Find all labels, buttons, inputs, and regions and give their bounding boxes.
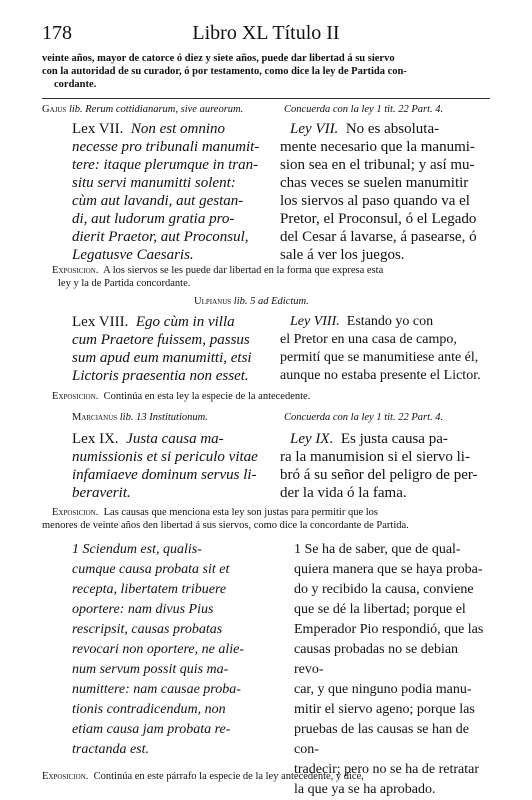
lex-label: Lex VIII. [72,314,129,330]
running-title: Libro XL Título II [192,22,340,44]
source-author: Ulpianus [194,296,232,307]
source-citation [42,104,243,115]
latin-text [72,120,268,264]
exposicion-label: Exposicion. [52,265,99,276]
spanish-first-line: No es absoluta- [345,121,440,137]
page-number: 178 [42,22,72,44]
source-citation [72,412,208,423]
exposicion-text: Las causas que menciona esta ley son justas para permitir que los [103,507,379,518]
spanish-body: el Pretor en una casa de campo, permití que se manumitiese ante él, aunque no estaba presente el Lictor. [280,332,481,383]
spanish-text [280,430,494,502]
ley-label: Ley IX. [290,431,334,447]
exposicion-paragraph [42,770,490,783]
exposicion-paragraph [52,264,490,290]
source-author: Marcianus [72,412,118,423]
intro-paragraph [42,52,490,91]
spanish-first-line: Estando yo con [346,314,434,329]
exposicion-line: ley y la de Partida concordante. [58,278,191,289]
lex-label: Lex IX. [72,431,119,447]
exposicion-label: Exposicion. [52,507,99,518]
exposicion-line: menores de veinte años den libertad á sus siervos, como dice la concordante de Partida. [42,520,409,531]
latin-body: cum Praetore fuissem, passus sum apud eum manumitti, etsi Lictoris praesentia non esset. [72,332,252,384]
spanish-body: ra la manumision si el siervo li- bró á su señor del peligro de per- der la vida ó la fama. [280,449,478,501]
exposicion-paragraph [52,390,490,403]
latin-text [72,313,282,385]
ley-label: Ley VIII. [290,314,340,329]
exposicion-paragraph [42,506,490,532]
latin-body: necesse pro tribunali manumit- tere: itaque plerumque in tran- situ servi manumitti solent: cùm aut lavandi, aut gestan- di, aut ludorum gratia pro- dierit Praetor, aut Proconsul, Legatusve Caesaris. [72,139,260,263]
page-header [42,22,490,48]
concordance-note: Concuerda con la ley 1 tit. 22 Part. 4. [284,412,444,423]
exposicion-text: Continúa en este párrafo la especie de la ley antecedente, y dice, [93,771,364,782]
exposicion-label: Exposicion. [52,391,99,402]
latin-body: numissionis et si periculo vitae infamiaeve dominum servus li- beraverit. [72,449,258,501]
source-work: lib. 5 ad Edictum. [233,296,309,307]
exposicion-text: Continúa en esta ley la especie de la antecedente. [103,391,311,402]
spanish-text [280,120,494,264]
spanish-paragraph: 1 Se ha de saber, que de qual- quiera manera que se haya proba- do y recibido la causa, conviene que se dé la libertad; porque el Emperador Pio respondió, que las causas probadas no se debian revo- car, y que ninguno podia manu- mitir el siervo ageno; porque las pruebas de las causas se han de con- tradecir; pero no se ha de retratar la que ya se ha aprobado. [294,542,484,797]
divider [42,98,490,99]
lex-label: Lex VII. [72,121,124,137]
source-citation [194,296,309,307]
spanish-first-line: Es justa causa pa- [340,431,448,447]
latin-first-line: Justa causa ma- [126,431,224,447]
source-author: Gajus [42,104,67,115]
source-work: lib. Rerum cottidianarum, sive aureorum. [68,104,244,115]
latin-first-line: Non est omnino [130,121,226,137]
latin-first-line: Ego cùm in villa [135,314,235,330]
concordance-note: Concuerda con la ley 1 tit. 22 Part. 4. [284,104,444,115]
exposicion-label: Exposicion. [42,771,89,782]
spanish-body: mente necesario que la manumi- sion sea en el tribunal; y así mu- chas veces se suelen manumitir los siervos al paso quando va el Pretor, el Proconsul, ó el Legado del Cesar á lavarse, á pasearse, ó sale á ver los juegos. [280,139,477,263]
exposicion-text: A los siervos se les puede dar libertad en la forma que expresa esta [103,265,384,276]
spanish-text [280,313,494,385]
intro-line: veinte años, mayor de catorce ó diez y siete años, puede dar libertad á su siervo [42,53,395,64]
intro-line: con la autoridad de su curador, ó por testamento, como dice la ley de Partida con- [42,66,407,77]
latin-paragraph: 1 Sciendum est, qualis- cumque causa probata sit et recepta, libertatem tribuere oportere: nam divus Pius rescripsit, causas probatas revocari non oportere, ne alie- num servum possit quis ma- numittere: nam causae proba- tionis contradicendum, non etiam causa jam probata re- tractanda est. [72,542,244,757]
ley-label: Ley VII. [290,121,339,137]
latin-text [72,430,272,502]
source-work: lib. 13 Institutionum. [119,412,208,423]
intro-line: cordante. [54,79,97,90]
